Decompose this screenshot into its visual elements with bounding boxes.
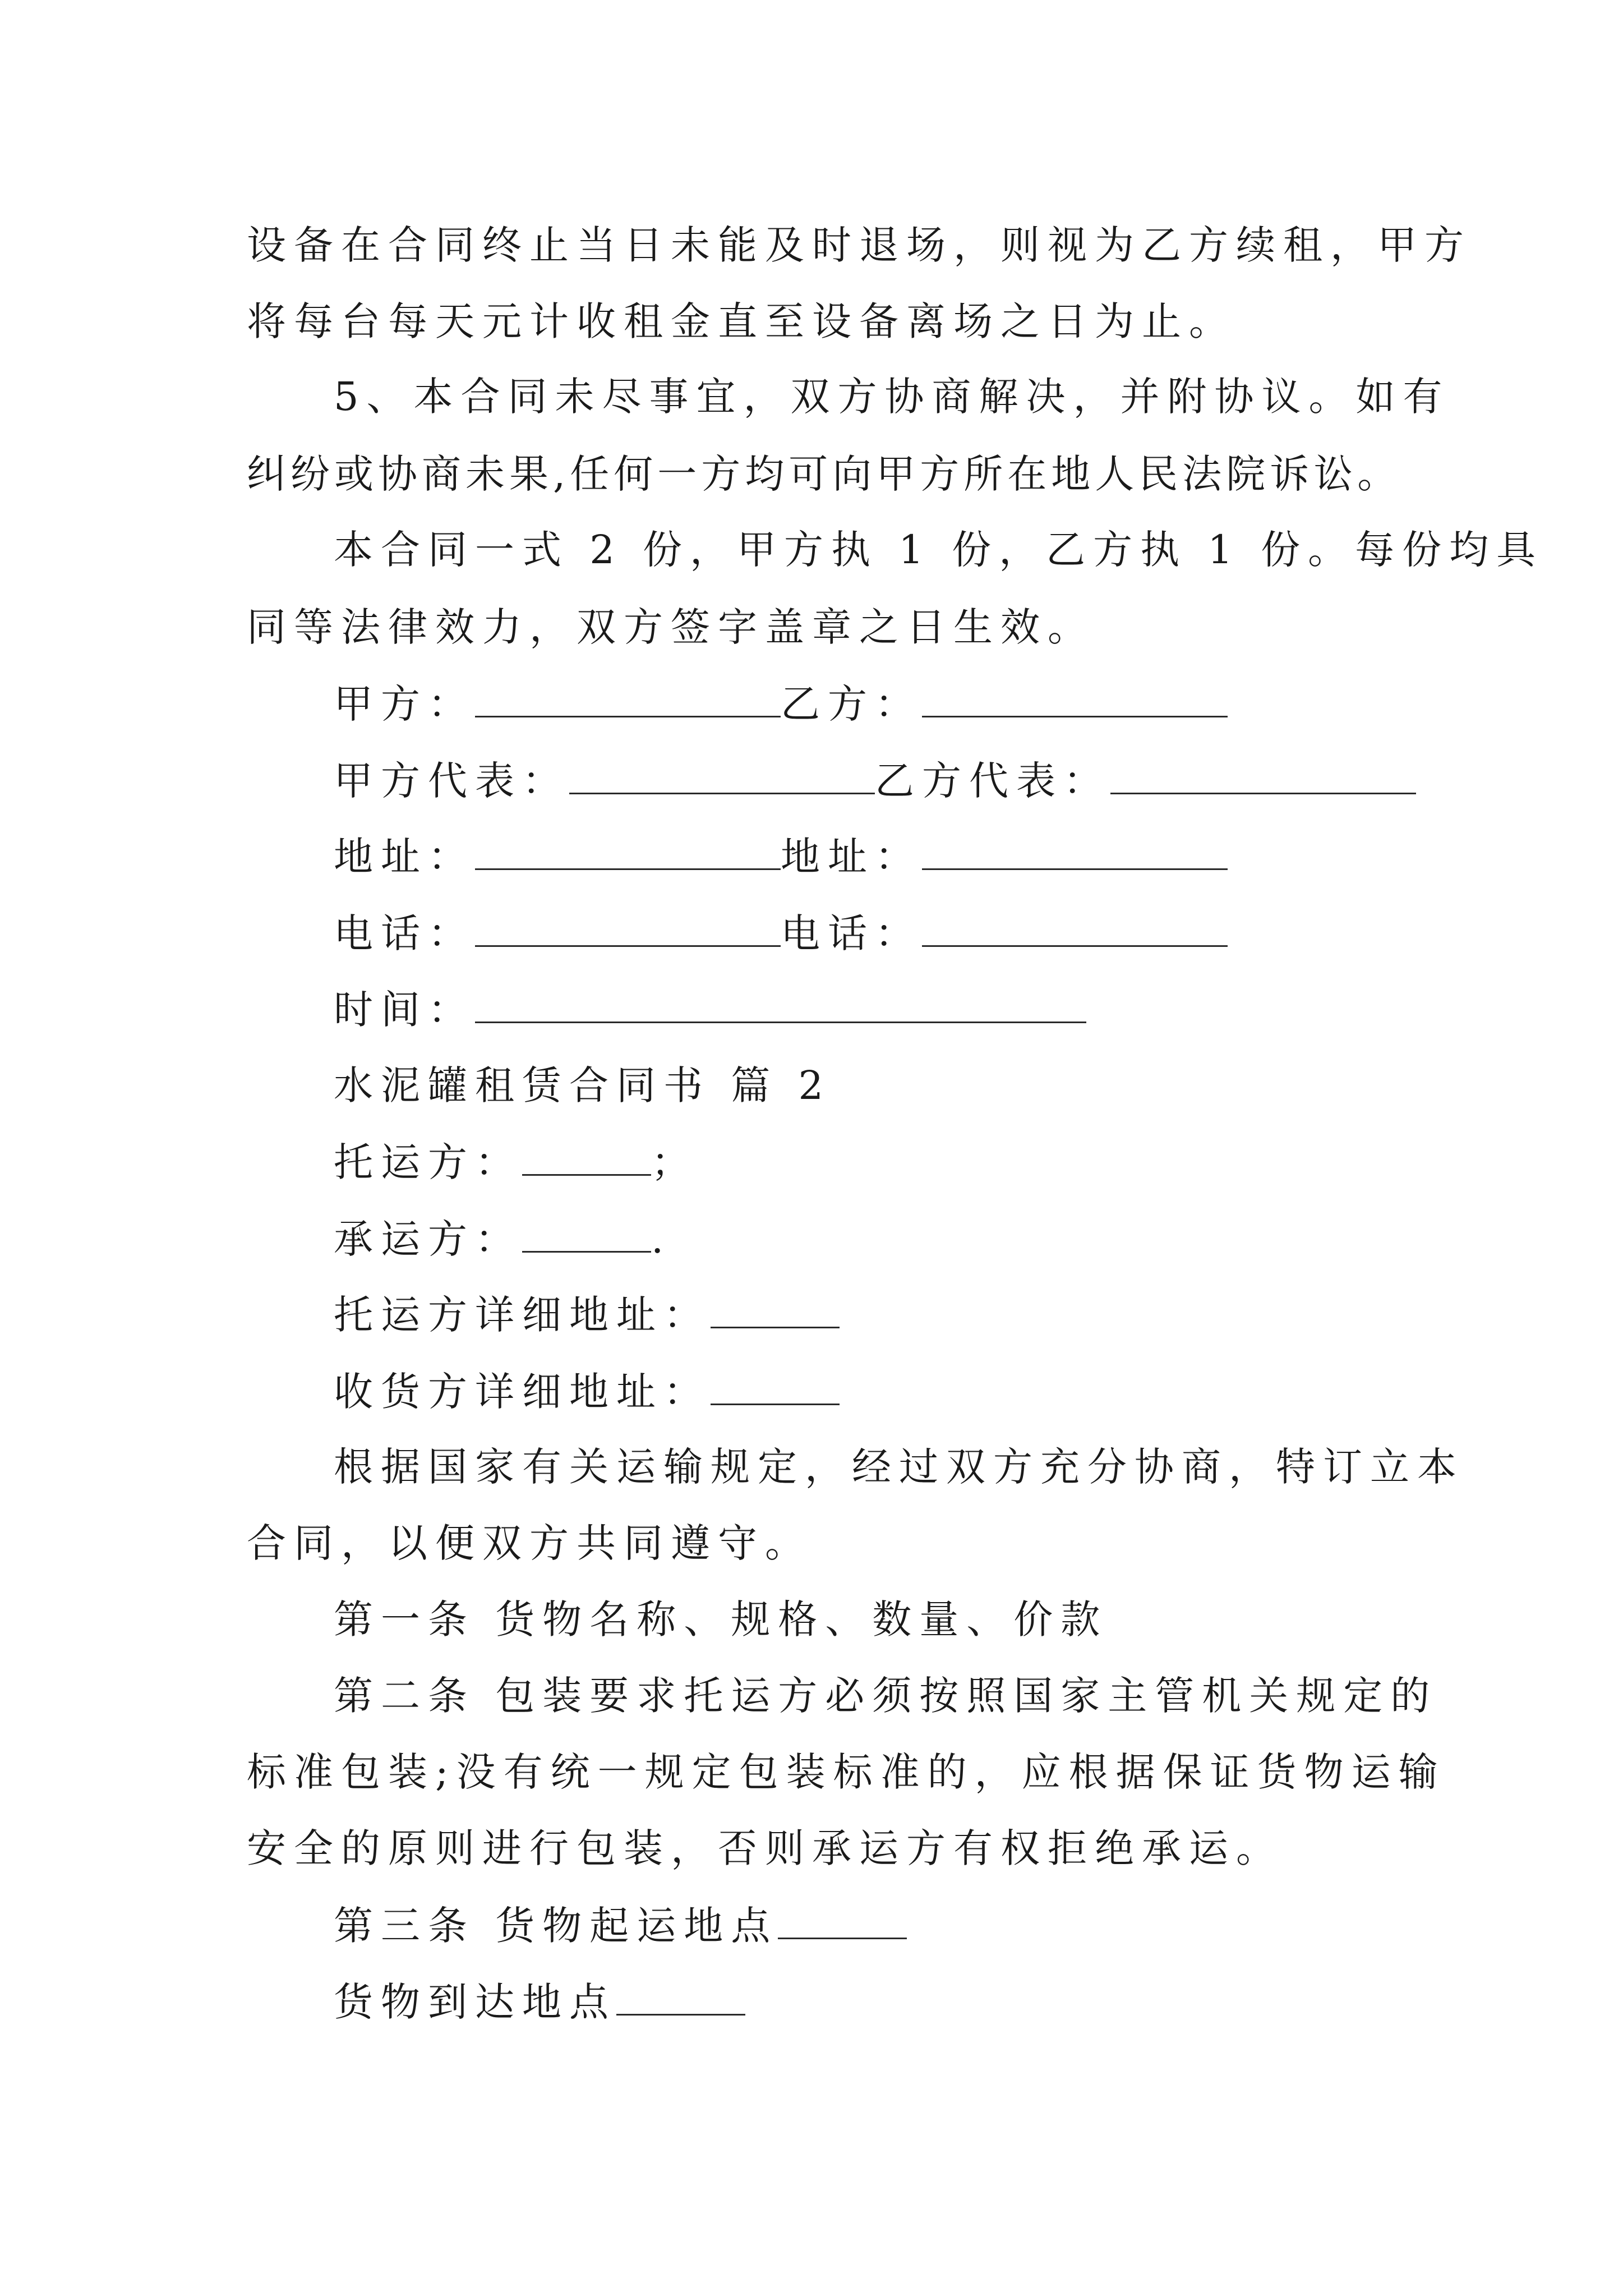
- clause-5-line-1: 5、本合同未尽事宜，双方协商解决，并附协议。如有: [334, 374, 1450, 420]
- carrier-end: .: [651, 1216, 672, 1262]
- addr-b-label: 地址：: [781, 834, 922, 880]
- consignor-label: 托运方：: [334, 1139, 522, 1185]
- addr-a-label: 地址：: [334, 834, 475, 880]
- carrier-label: 承运方：: [334, 1216, 522, 1262]
- rep-b-blank: [1110, 760, 1416, 794]
- body-line-2: 将每台每天元计收租金直至设备离场之日为止。: [247, 298, 1236, 344]
- article-2-line-1: 第二条 包装要求托运方必须按照国家主管机关规定的: [334, 1673, 1438, 1719]
- signature-row-parties: [334, 681, 1228, 727]
- party-b-blank: [922, 683, 1228, 717]
- departure-blank: [778, 1905, 907, 1939]
- copies-line-1: 本合同一式 2 份，甲方执 1 份，乙方执 1 份。每份均具: [334, 527, 1544, 573]
- clause-5-line-2: 纠纷或协商未果,任何一方均可向甲方所在地人民法院诉讼。: [247, 451, 1401, 497]
- consignee-address-blank: [711, 1371, 840, 1405]
- time-label: 时间：: [334, 987, 475, 1033]
- party-a-blank: [475, 683, 781, 717]
- consignor-address-label: 托运方详细地址：: [334, 1292, 711, 1338]
- rep-a-blank: [569, 760, 875, 794]
- article-3-label: 第三条 货物起运地点: [334, 1903, 778, 1949]
- copies-line-2: 同等法律效力，双方签字盖章之日生效。: [247, 604, 1095, 650]
- signature-row-address: [334, 834, 1228, 880]
- body-line-1: 设备在合同终止当日未能及时退场，则视为乙方续租，甲方: [247, 222, 1472, 268]
- phone-a-blank: [475, 913, 781, 947]
- intro-line-1: 根据国家有关运输规定，经过双方充分协商，特订立本: [334, 1444, 1464, 1490]
- rep-b-label: 乙方代表：: [875, 758, 1110, 804]
- signature-row-time: [334, 987, 1086, 1033]
- phone-b-label: 电话：: [781, 910, 922, 956]
- article-3-row: [334, 1903, 907, 1949]
- consignor-blank: [522, 1142, 651, 1176]
- consignor-row: [334, 1139, 698, 1185]
- phone-a-label: 电话：: [334, 910, 475, 956]
- party-a-label: 甲方：: [334, 681, 475, 727]
- consignor-address-row: [334, 1292, 840, 1338]
- article-2-line-3: 安全的原则进行包装，否则承运方有权拒绝承运。: [247, 1825, 1283, 1871]
- arrival-blank: [616, 1981, 745, 2016]
- article-1: 第一条 货物名称、规格、数量、价款: [334, 1596, 1108, 1642]
- arrival-row: [334, 1979, 745, 2025]
- rep-a-label: 甲方代表：: [334, 758, 569, 804]
- carrier-blank: [522, 1218, 651, 1253]
- consignor-address-blank: [711, 1294, 840, 1328]
- article-2-line-2: 标准包装;没有统一规定包装标准的，应根据保证货物运输: [247, 1749, 1446, 1795]
- signature-row-phone: [334, 910, 1228, 956]
- party-b-label: 乙方：: [781, 681, 922, 727]
- time-blank: [475, 989, 1086, 1023]
- intro-line-2: 合同，以便双方共同遵守。: [247, 1520, 812, 1566]
- phone-b-blank: [922, 913, 1228, 947]
- addr-a-blank: [475, 836, 781, 870]
- section-2-title: 水泥罐租赁合同书 篇 2: [334, 1062, 832, 1108]
- addr-b-blank: [922, 836, 1228, 870]
- consignor-end: ；: [651, 1139, 698, 1185]
- arrival-label: 货物到达地点: [334, 1979, 616, 2025]
- consignee-address-label: 收货方详细地址：: [334, 1369, 711, 1415]
- carrier-row: [334, 1216, 672, 1262]
- signature-row-representatives: [334, 758, 1416, 804]
- consignee-address-row: [334, 1369, 840, 1415]
